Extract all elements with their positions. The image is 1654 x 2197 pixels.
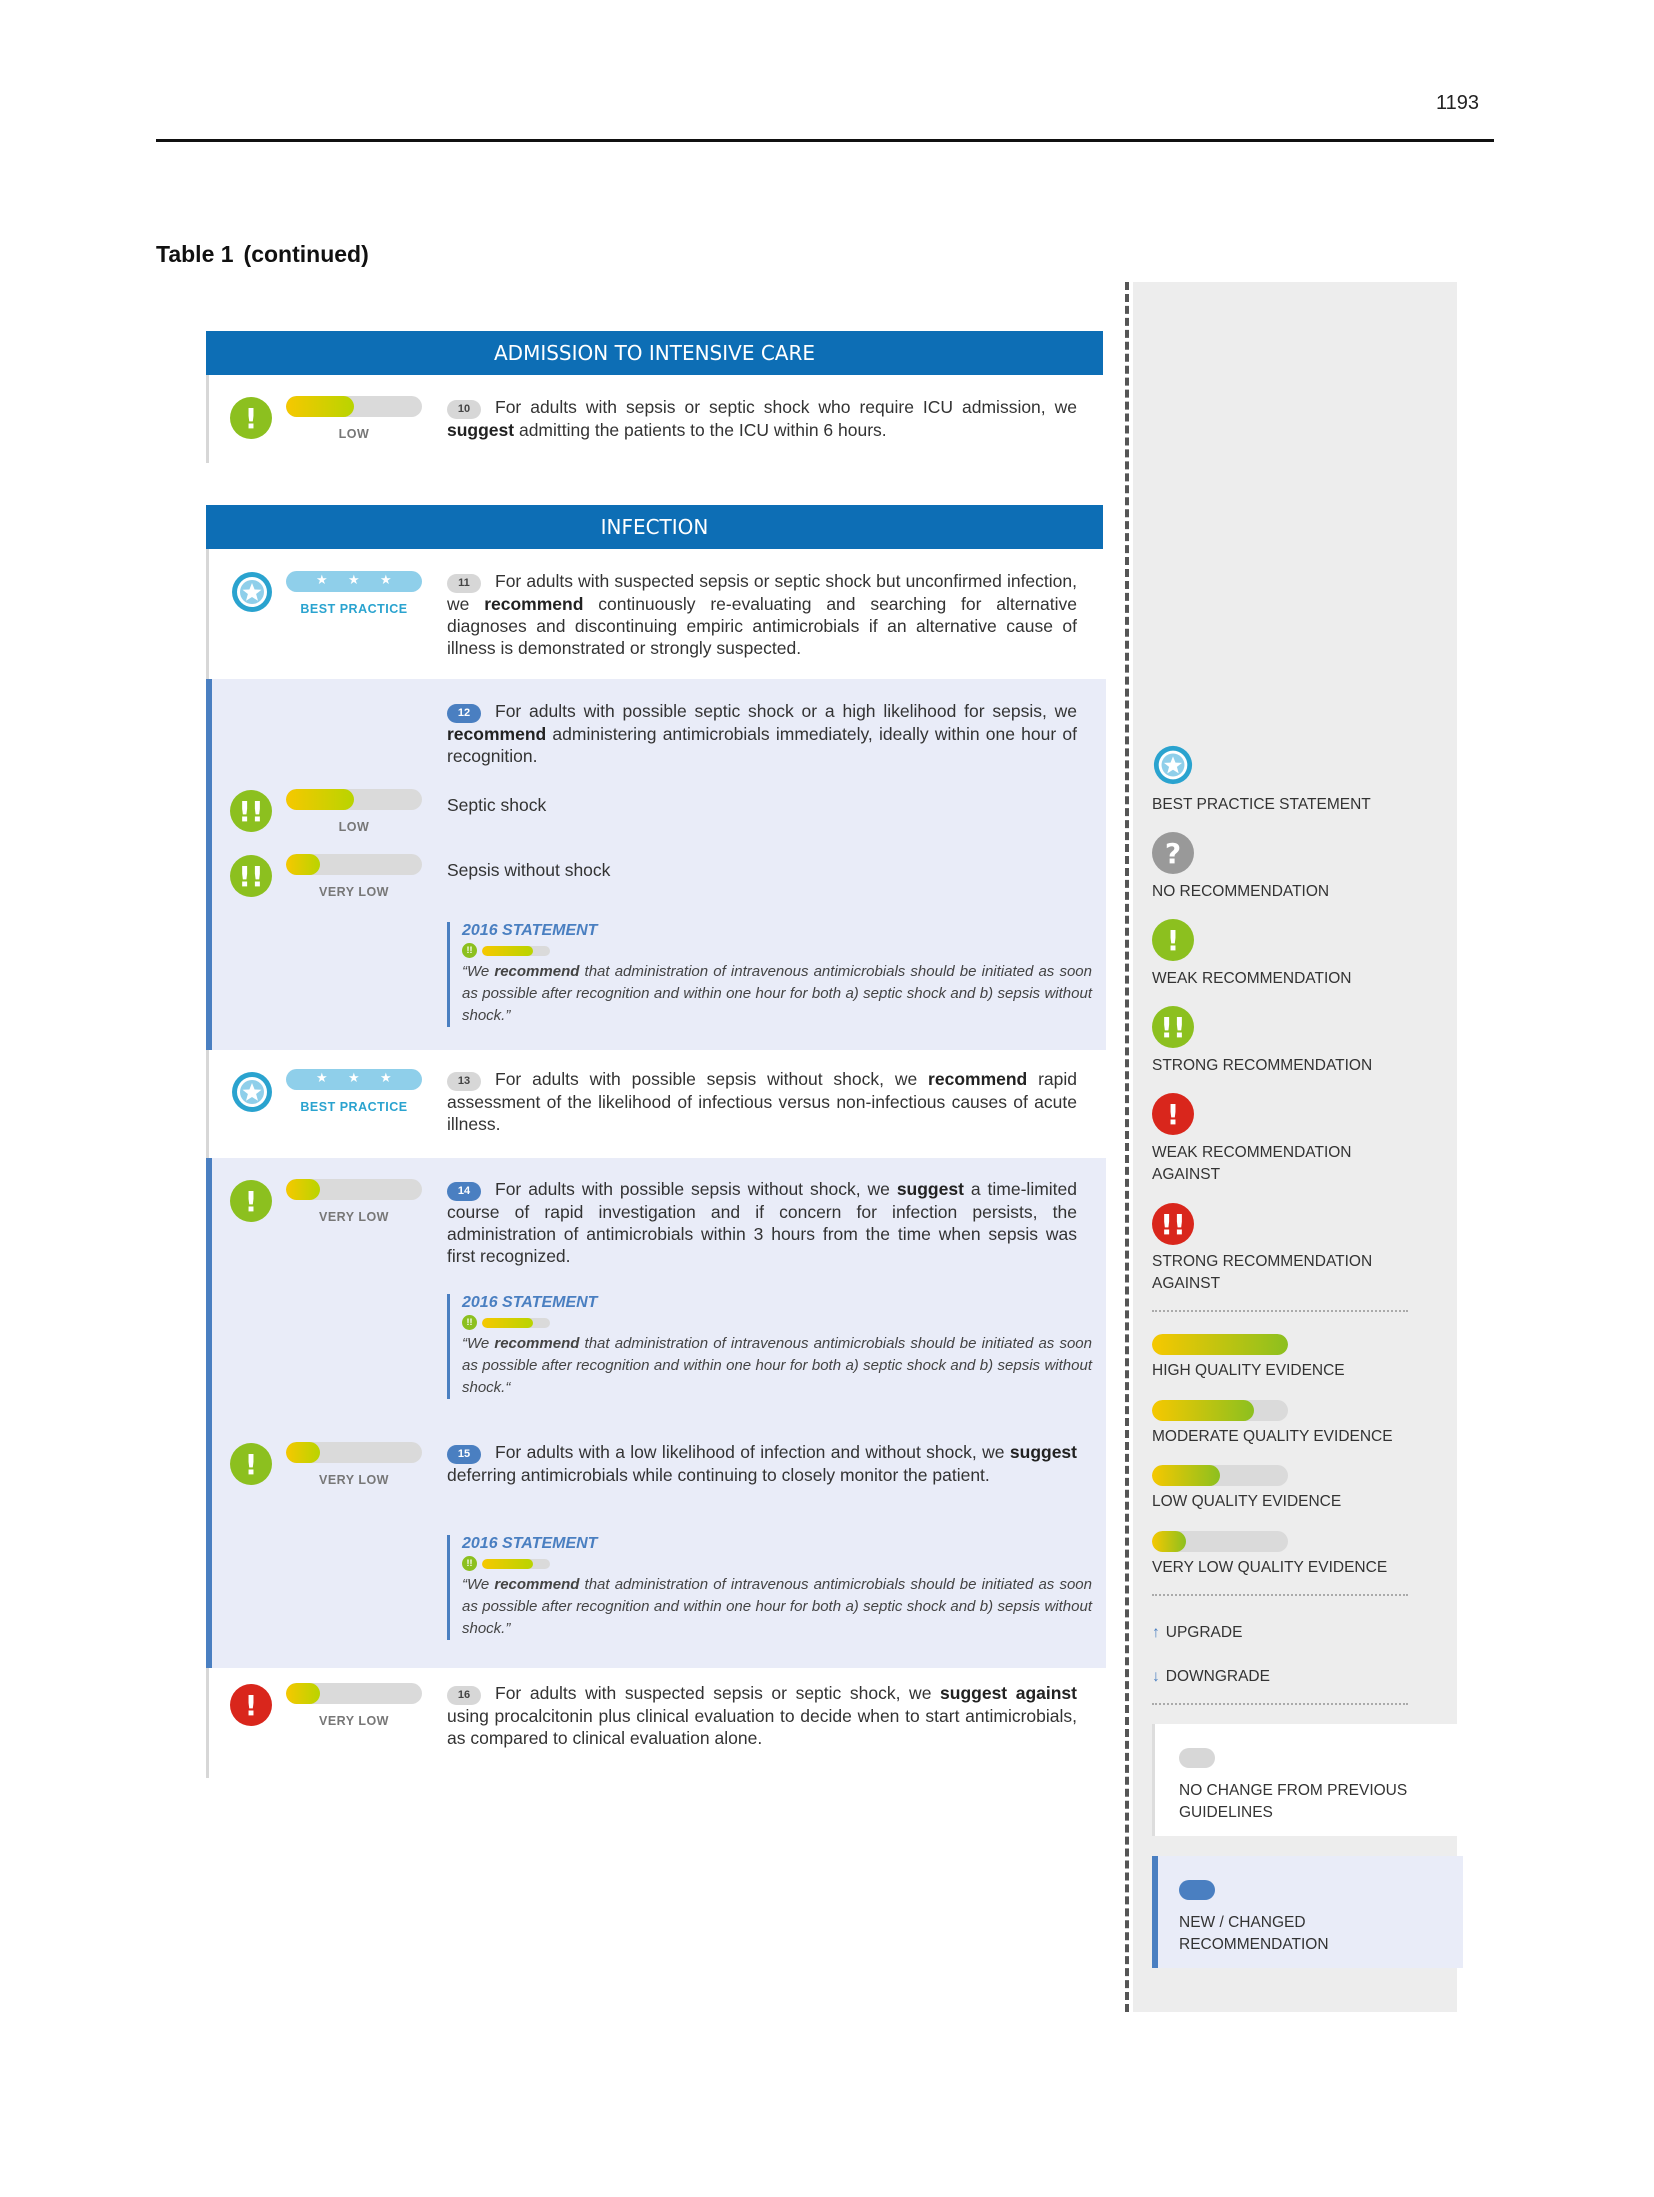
weak-recommendation-icon: !: [1152, 919, 1194, 961]
legend-no-change: NO CHANGE FROM PREVIOUS GUIDELINES: [1179, 1782, 1408, 1821]
rec-text-part: For adults with suspected sepsis or septic shock, we: [495, 1683, 941, 1703]
strong-recommendation-icon: !!: [230, 855, 272, 897]
rec-number-10: 10: [447, 400, 481, 419]
quote-part: that administration of intravenous antimicrobials should be initiated as soon as possible after recognition and within one hour for both a) septic shock and b) sepsis without shock.”: [462, 963, 1092, 1024]
star-icon: ★: [380, 1070, 392, 1085]
rec-text-part: For adults with possible sepsis without shock, we: [495, 1069, 929, 1089]
evidence-fill: [286, 396, 354, 417]
legend-strong-against: STRONG RECOMMENDATION AGAINST: [1152, 1253, 1373, 1292]
evidence-bar-12-sepsis-no-shock: [286, 854, 422, 875]
rec-text-part: using procalcitonin plus clinical evaluation to decide when to start antimicrobials, as compared to clinical evaluation alone.: [447, 1706, 1077, 1748]
best-practice-bar-13: [286, 1069, 422, 1090]
star-icon: ★: [380, 572, 392, 587]
weak-recommendation-against-icon: !: [230, 1684, 272, 1726]
rec-text-part: continuously re-evaluating and searching for alternative diagnoses and discontinuing empiric antimicrobials if an alternative cause of illness is demonstrated or strongly suspected.: [447, 594, 1078, 658]
rec-text-13: [447, 1068, 1077, 1135]
rec-text-part: deferring antimicrobials while continuing to closely monitor the patient.: [447, 1465, 990, 1485]
rec-number-16: 16: [447, 1686, 481, 1705]
legend-no-recommendation: NO RECOMMENDATION: [1152, 883, 1330, 900]
strong-recommendation-icon: !!: [462, 1556, 477, 1571]
legend-evidence-bar-low: [1152, 1465, 1288, 1486]
strong-recommendation-icon: !!: [1152, 1006, 1194, 1048]
evidence-fill: [286, 1683, 320, 1704]
rec-text-12: [447, 700, 1077, 767]
section-header-infection: INFECTION: [206, 505, 1103, 549]
statement-2016-rating: [462, 1556, 1092, 1572]
rec-keyword: suggest against: [940, 1683, 1077, 1703]
evidence-bar-12-septic-shock: [286, 789, 422, 810]
rec-text-part: For adults with sepsis or septic shock who require ICU admission, we: [495, 397, 1077, 417]
rec-keyword: suggest: [447, 420, 515, 440]
statement-2016-title: 2016 STATEMENT: [462, 922, 598, 939]
legend-upgrade: [1152, 1622, 1242, 1644]
best-practice-icon: [1152, 744, 1194, 786]
evidence-label-13: BEST PRACTICE: [300, 1100, 408, 1114]
legend-new-changed: NEW / CHANGED RECOMMENDATION: [1179, 1914, 1329, 1953]
statement-2016-12: [447, 922, 1092, 1027]
evidence-label-14: VERY LOW: [319, 1210, 389, 1224]
evidence-bar-14: [286, 1179, 422, 1200]
legend-downgrade: [1152, 1666, 1270, 1688]
rec-keyword: recommend: [447, 724, 547, 744]
rec-text-part: a time-limited course of rapid investigation and if concern for infection persists, the administration of antimicrobials within 3 hours from the time when sepsis was first recognized.: [447, 1179, 1077, 1266]
evidence-fill: [1152, 1531, 1186, 1552]
mini-evidence-bar: [482, 946, 550, 956]
evidence-label-11: BEST PRACTICE: [300, 602, 408, 616]
rec-text-part: administering antimicrobials immediately, ideally within one hour of recognition.: [447, 724, 1077, 766]
rec-text-part: rapid assessment of the likelihood of infectious versus non-infectious causes of acute illness.: [447, 1069, 1078, 1134]
strong-recommendation-icon: !!: [230, 790, 272, 832]
weak-recommendation-icon: !: [230, 1180, 272, 1222]
rec-keyword: recommend: [928, 1069, 1028, 1089]
evidence-bar-10: [286, 396, 422, 417]
rec-text-part: For adults with a low likelihood of infection and without shock, we: [495, 1442, 1010, 1462]
legend-downgrade-label: DOWNGRADE: [1165, 1668, 1270, 1685]
strong-recommendation-icon: !!: [462, 943, 477, 958]
legend-evidence-bar-very-low: [1152, 1531, 1288, 1552]
quote-keyword: recommend: [494, 963, 580, 980]
sub-item-sepsis-without-shock: Sepsis without shock: [447, 860, 611, 880]
strong-recommendation-icon: !!: [462, 1315, 477, 1330]
legend-moderate: MODERATE QUALITY EVIDENCE: [1152, 1428, 1393, 1445]
section-header-admission: ADMISSION TO INTENSIVE CARE: [206, 331, 1103, 375]
evidence-fill: [286, 854, 320, 875]
rec-number-15: 15: [447, 1445, 481, 1464]
rec-text-part: For adults with possible septic shock or a high likelihood for sepsis, we: [495, 701, 1077, 721]
rec-text-part: For adults with suspected sepsis or septic shock but unconfirmed infection, we: [447, 571, 1077, 614]
weak-recommendation-against-icon: !: [1152, 1093, 1194, 1135]
rec-number-11: 11: [447, 574, 481, 593]
quote-part: “We: [462, 963, 495, 980]
legend-dotted-divider: [1152, 1594, 1408, 1596]
legend-low: LOW QUALITY EVIDENCE: [1152, 1493, 1342, 1510]
legend-no-change-box: [1152, 1724, 1460, 1836]
legend-divider: [1125, 282, 1129, 2012]
blue-pill-icon: [1179, 1880, 1215, 1900]
legend-dotted-divider: [1152, 1703, 1408, 1705]
arrow-down-icon: ↓: [1152, 1668, 1160, 1685]
weak-recommendation-icon: !: [230, 1443, 272, 1485]
rec-text-14: [447, 1178, 1077, 1267]
evidence-label-16: VERY LOW: [319, 1714, 389, 1728]
statement-2016-rating: [462, 943, 1092, 959]
evidence-fill: [286, 1179, 320, 1200]
rec-text-16: [447, 1682, 1077, 1749]
strong-recommendation-against-icon: !!: [1152, 1203, 1194, 1245]
sub-item-septic-shock: Septic shock: [447, 795, 547, 815]
rec-number-14: 14: [447, 1182, 481, 1201]
legend-evidence-bar-high: [1152, 1334, 1288, 1355]
legend-strong: STRONG RECOMMENDATION: [1152, 1057, 1373, 1074]
evidence-label-10: LOW: [338, 427, 370, 441]
weak-recommendation-icon: !: [230, 397, 272, 439]
statement-2016-quote: [462, 961, 1092, 1027]
legend-upgrade-label: UPGRADE: [1165, 1624, 1243, 1641]
rec-text-11: [447, 570, 1077, 659]
legend-best-practice: BEST PRACTICE STATEMENT: [1152, 796, 1371, 813]
rec-keyword: suggest: [1009, 1442, 1077, 1462]
star-icon: ★: [316, 572, 328, 587]
rec-text-10: [447, 396, 1077, 441]
evidence-label-12a: LOW: [338, 820, 370, 834]
evidence-bar-16: [286, 1683, 422, 1704]
evidence-label-15: VERY LOW: [319, 1473, 389, 1487]
statement-2016-14: [447, 1294, 1092, 1399]
evidence-fill: [482, 946, 533, 956]
rec-text-15: [447, 1441, 1077, 1486]
statement-2016-title: 2016 STATEMENT: [462, 1535, 598, 1552]
statement-2016-rating: [462, 1315, 1092, 1331]
statement-2016-quote: [462, 1333, 1092, 1399]
rec-number-13: 13: [447, 1072, 481, 1091]
evidence-fill: [1152, 1334, 1288, 1355]
mini-evidence-bar: [482, 1559, 550, 1569]
legend-weak-against: WEAK RECOMMENDATION AGAINST: [1152, 1144, 1352, 1183]
evidence-fill: [286, 1442, 320, 1463]
mini-evidence-bar: [482, 1318, 550, 1328]
quote-keyword: recommend: [494, 1576, 580, 1593]
evidence-fill: [482, 1318, 533, 1328]
legend-evidence-bar-moderate: [1152, 1400, 1288, 1421]
evidence-fill: [1152, 1400, 1254, 1421]
table-title-label: Table 1: [156, 241, 234, 267]
legend-weak: WEAK RECOMMENDATION: [1152, 970, 1352, 987]
header-rule: [156, 139, 1494, 142]
rec-keyword: recommend: [484, 594, 584, 614]
page-number: 1193: [1436, 92, 1480, 114]
evidence-label-12b: VERY LOW: [319, 885, 389, 899]
quote-part: that administration of intravenous antimicrobials should be initiated as soon as possible after recognition and within one hour for both a) septic shock and b) sepsis without shock.”: [462, 1576, 1092, 1637]
legend-new-changed-box: [1152, 1856, 1463, 1968]
evidence-fill: [286, 789, 354, 810]
evidence-fill: [1152, 1465, 1220, 1486]
rec-keyword: suggest: [896, 1179, 964, 1199]
quote-part: that administration of intravenous antimicrobials should be initiated as soon as possible after recognition and within one hour for both a) septic shock and b) sepsis without shock.“: [462, 1335, 1092, 1396]
arrow-up-icon: ↑: [1152, 1624, 1160, 1641]
best-practice-icon: [230, 570, 274, 614]
rec-text-part: For adults with possible sepsis without shock, we: [495, 1179, 897, 1199]
table-continued-label: (continued): [243, 241, 369, 267]
statement-2016-title: 2016 STATEMENT: [462, 1294, 598, 1311]
quote-keyword: recommend: [494, 1335, 580, 1352]
star-icon: ★: [348, 572, 360, 587]
table-title: [156, 241, 369, 268]
star-icon: ★: [348, 1070, 360, 1085]
statement-2016-quote: [462, 1574, 1092, 1640]
evidence-fill: [482, 1559, 533, 1569]
legend-dotted-divider: [1152, 1310, 1408, 1312]
rec-number-12: 12: [447, 704, 481, 723]
legend-very-low: VERY LOW QUALITY EVIDENCE: [1152, 1559, 1388, 1576]
evidence-bar-15: [286, 1442, 422, 1463]
star-icon: ★: [316, 1070, 328, 1085]
quote-part: “We: [462, 1335, 495, 1352]
best-practice-bar-11: [286, 571, 422, 592]
question-icon: ?: [1152, 832, 1194, 874]
quote-part: “We: [462, 1576, 495, 1593]
grey-pill-icon: [1179, 1748, 1215, 1768]
best-practice-icon: [230, 1070, 274, 1114]
rec-text-part: admitting the patients to the ICU within 6 hours.: [514, 420, 887, 440]
legend-high: HIGH QUALITY EVIDENCE: [1152, 1362, 1345, 1379]
statement-2016-15: [447, 1535, 1092, 1640]
